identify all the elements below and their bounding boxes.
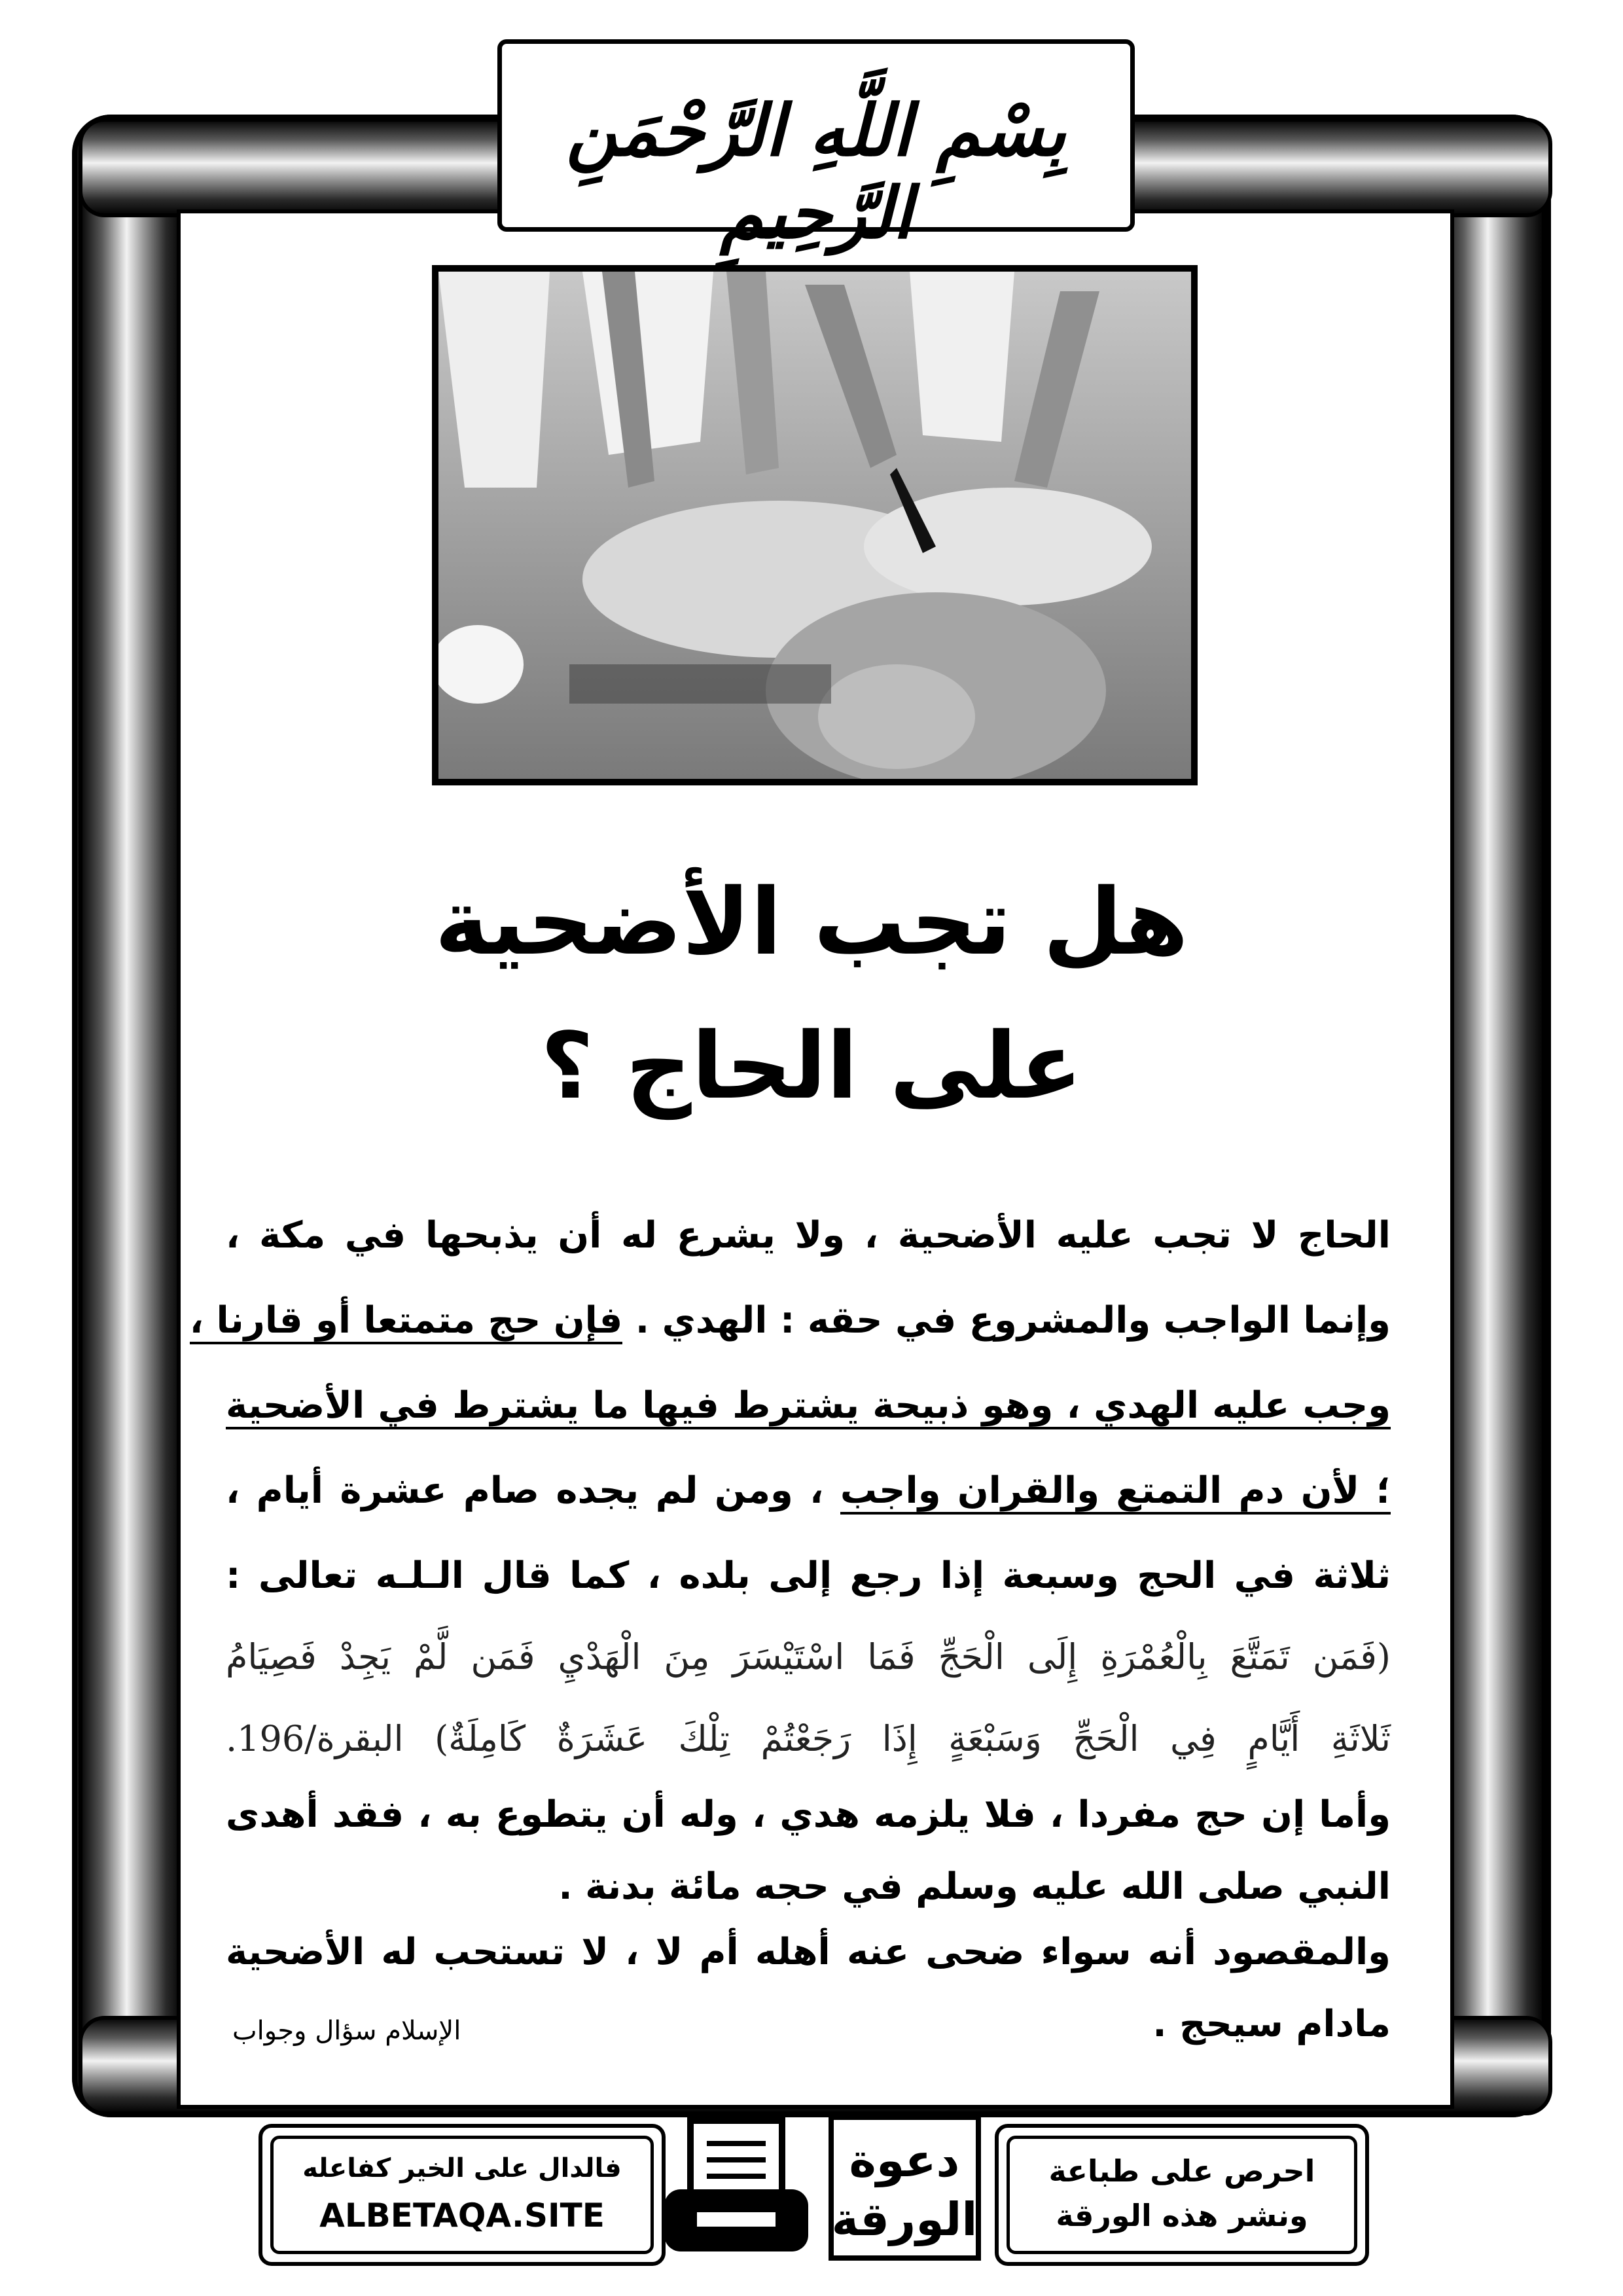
body-line-3 xyxy=(226,1384,1391,1427)
printer-icon xyxy=(661,2114,812,2265)
body-line-4b: ، ومن لم يجده صام عشرة أيام ، xyxy=(226,1469,824,1512)
page-title-line2: على الحاج ؟ xyxy=(540,1013,1083,1120)
logo-line2: الورقة xyxy=(831,2193,978,2246)
logo-line1: دعوة xyxy=(849,2134,960,2187)
footer-left-box xyxy=(259,2124,666,2266)
footer-right-inner xyxy=(1007,2136,1357,2254)
basmala-plaque xyxy=(497,39,1135,255)
source-attribution: الإسلام سؤال وجواب xyxy=(232,2016,461,2046)
quran-line-2: ثَلاثَةِ أَيَّامٍ فِي الْحَجِّ وَسَبْعَةٍ إِذَا رَجَعْتُمْ تِلْكَ عَشَرَةٌ كَامِلَةٌ) البقرة/196. xyxy=(226,1718,1391,1759)
body-line-6: وأما إن حج مفردا ، فلا يلزمه هدي ، وله أن يتطوع به ، فقد أهدى xyxy=(226,1793,1391,1836)
page-title-line1: هل تجب الأضحية xyxy=(435,869,1188,976)
footer-right-line1: احرص على طباعة xyxy=(1048,2153,1315,2189)
basmala: بِسْمِ اللَّهِ الرَّحْمَنِ الرَّحِيمِ xyxy=(566,90,1066,255)
body-line-7: النبي صلى الله عليه وسلم في حجه مائة بدنة . xyxy=(558,1865,1391,1908)
photo-illustration xyxy=(438,272,1191,779)
footer-left-inner xyxy=(270,2136,654,2254)
body-line-4 xyxy=(226,1469,1391,1512)
body-line-4a: ؛ لأن دم التمتع والقران واجب xyxy=(840,1469,1391,1515)
body-line-9: مادام سيحج . xyxy=(1152,2003,1391,2045)
body-line-2 xyxy=(189,1299,1391,1342)
body-line-1: الحاج لا تجب عليه الأضحية ، ولا يشرع له أن يذبحها في مكة ، xyxy=(226,1214,1391,1257)
body-line-5: ثلاثة في الحج وسبعة إذا رجع إلى بلده ، كما قال الـلـه تعالى : xyxy=(226,1554,1391,1597)
sacrifice-photo xyxy=(432,265,1198,785)
footer-left-line1: فالدال على الخير كفاعله xyxy=(302,2153,622,2183)
footer-right-line2: ونشر هذه الورقة xyxy=(1056,2198,1308,2233)
dawa-logo xyxy=(828,2114,982,2261)
body-line-2b: فإن حج متمتعا أو قارنا ، xyxy=(190,1299,623,1344)
frame-left-bar xyxy=(79,121,185,2066)
body-line-8: والمقصود أنه سواء ضحى عنه أهله أم لا ، لا تستحب له الأضحية xyxy=(226,1931,1391,1973)
frame-right-bar xyxy=(1440,121,1546,2066)
quran-line-1: (فَمَن تَمَتَّعَ بِالْعُمْرَةِ إِلَى الْحَجِّ فَمَا اسْتَيْسَرَ مِنَ الْهَدْيِ فَمَن لَّمْ يَجِدْ فَصِيَامُ xyxy=(226,1636,1391,1677)
body-line-2a: وإنما الواجب والمشروع في حقه : الهدي . xyxy=(635,1299,1391,1342)
body-line-3-text: وجب عليه الهدي ، وهو ذبيحة يشترط فيها ما يشترط في الأضحية xyxy=(226,1384,1391,1429)
footer-right-box xyxy=(995,2124,1369,2266)
footer-website[interactable]: ALBETAQA.SITE xyxy=(319,2197,605,2234)
